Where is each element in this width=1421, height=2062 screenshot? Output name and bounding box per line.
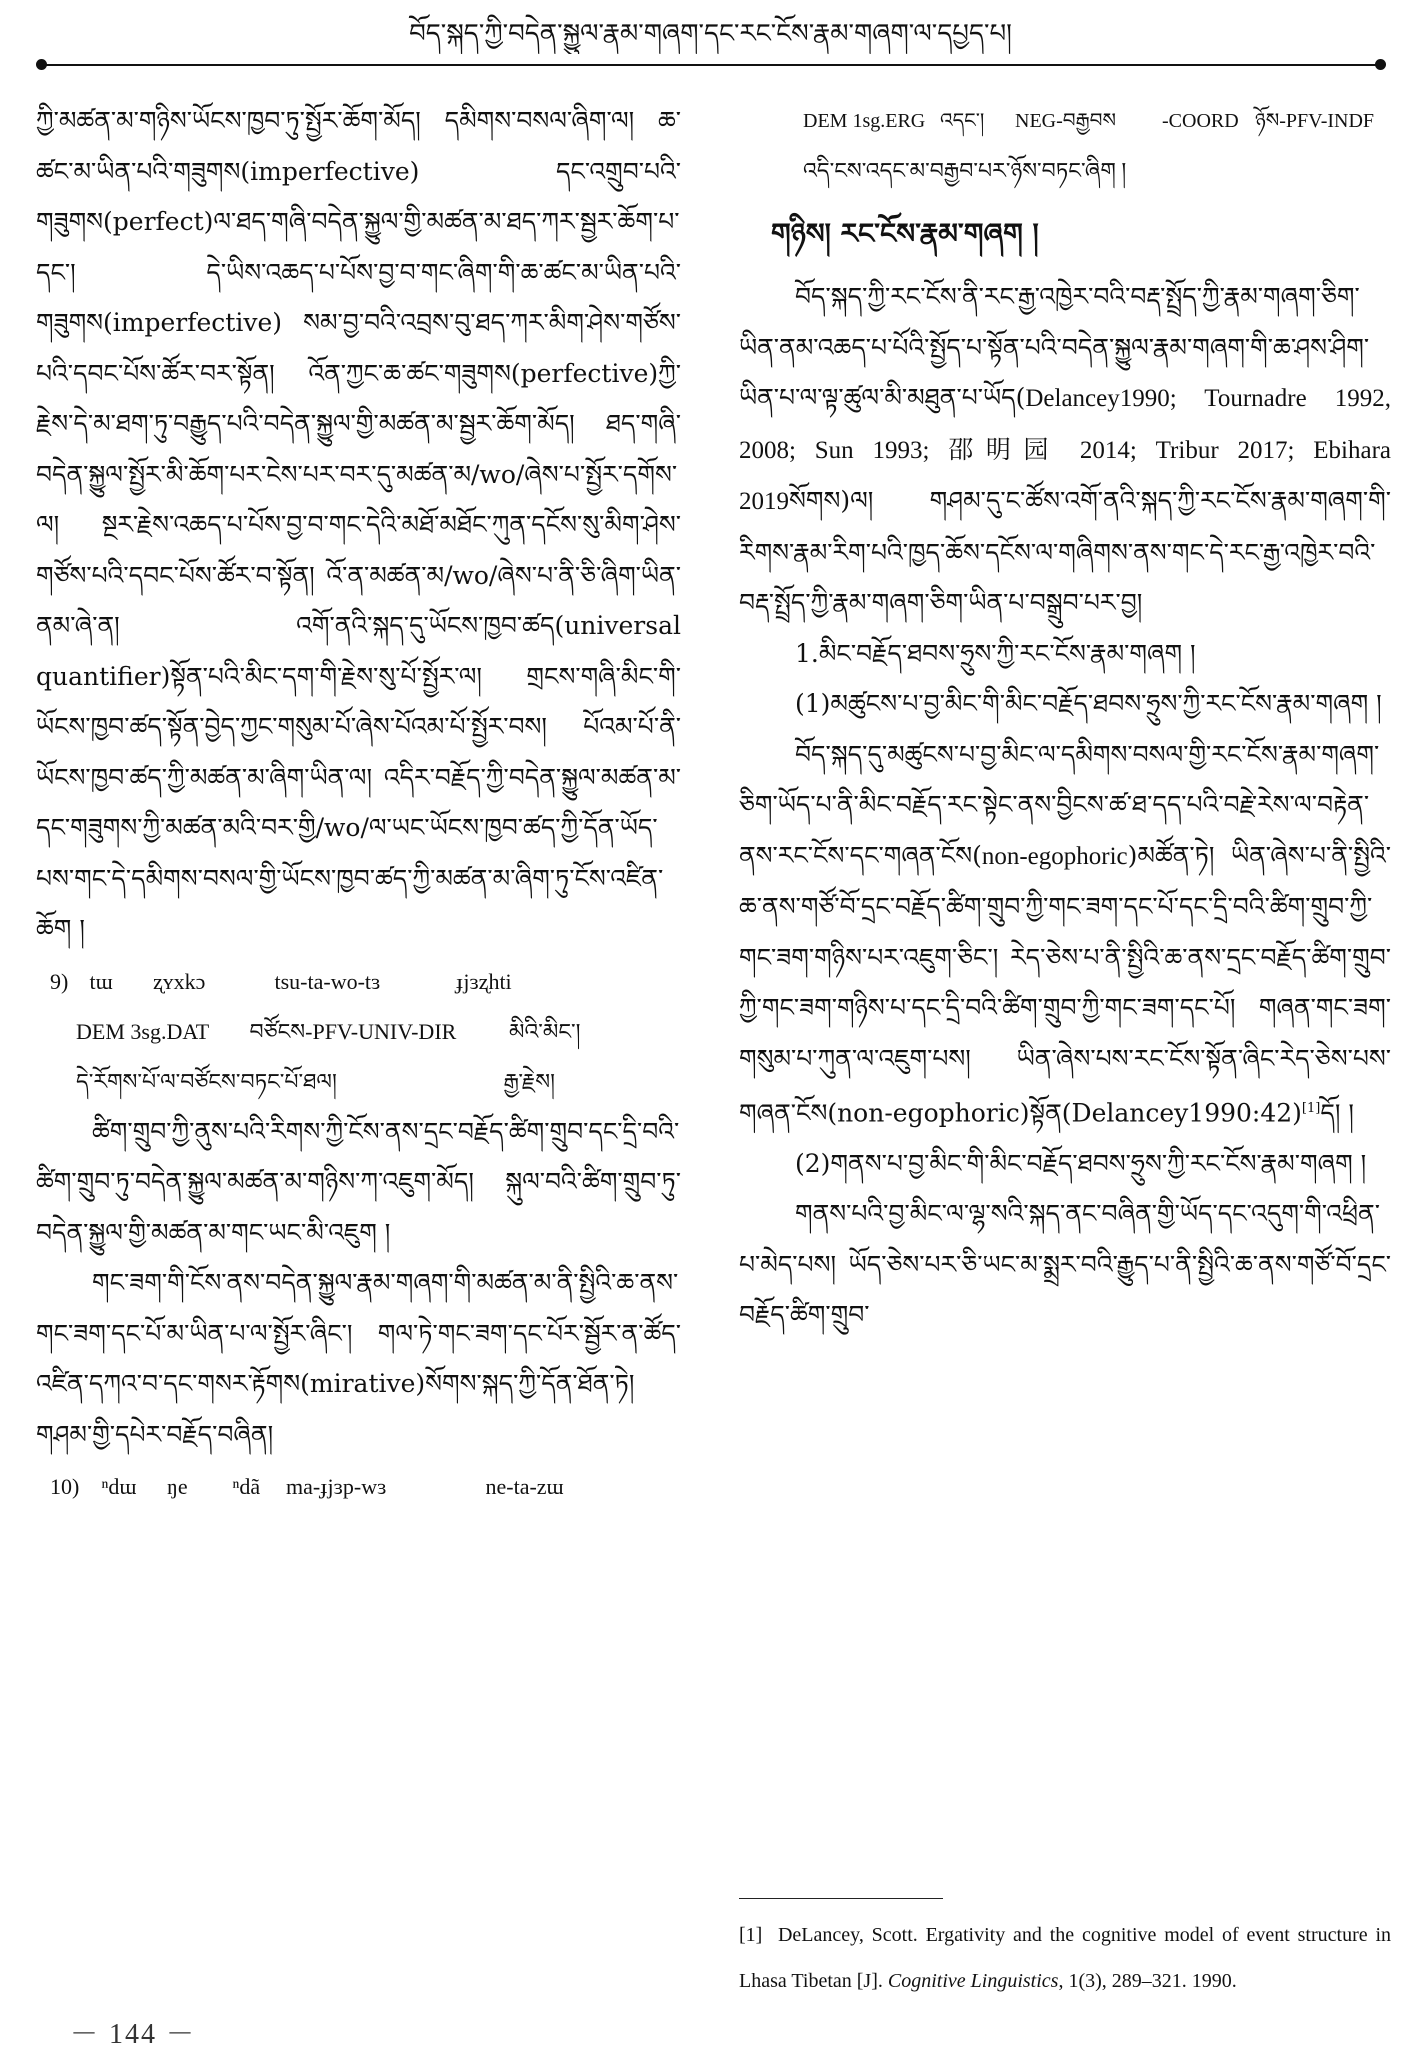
example-10-number: 10) (50, 1474, 80, 1499)
example-9-morphemes (36, 957, 681, 1007)
example-9-gloss-item: མིའི་མིང་། (509, 1018, 581, 1044)
example-10-translation-text: འདི་ངས་འདང་མ་བརྒྱབ་པར་ཉོས་བཏང་ཞིག ། (803, 158, 1127, 183)
example-9-word: tɯ (89, 968, 113, 994)
example-10-morphemes (36, 1462, 681, 1512)
right-column (739, 96, 1391, 1341)
footnote-text: DeLancey, Scott. Ergativity and the cognitive model of event structure in Lhasa Tibetan [J]. (739, 1924, 1391, 1992)
example-9-translation-source: རྒྱ་རྗེས། (503, 1068, 556, 1094)
example-9-word: ʐʏxkɔ (153, 968, 206, 994)
example-10-gloss-item: འདང་། (940, 110, 985, 132)
right-paragraph-1-citations: Delancey1990; Tournadre 1992, 2008; Sun 1993; (739, 385, 1391, 464)
right-paragraph-1-cjk-name: 邵明园 (948, 434, 1062, 464)
header-rule-left-dot (36, 59, 47, 70)
running-header: བོད་སྐད་ཀྱི་བདེན་སྐྱུལ་རྣམ་གཞག་དང་རང་ངོས་རྣམ་གཞག་ལ་དཔྱད་པ། (409, 19, 1012, 49)
example-10-gloss-item: ཉོས-PFV-INDF (1255, 110, 1375, 132)
example-9-number: 9) (50, 968, 69, 994)
header-rule-right-dot (1375, 59, 1386, 70)
example-10-word: ⁿdɯ (101, 1474, 137, 1499)
right-paragraph-3: གནས་པའི་བྱ་མིང་ལ་ལྷ་སའི་སྐད་ནང་བཞིན་གྱི་ཡོད་དང་འདུག་གི་འཕྲིན་པ་མེད་པས། ཡོད་ཅེས་པར་ཅི་ཡང་མ་སྨྲར་བའི་རྒྱུད་པ་ནི་སྤྱིའི་ཆ་ནས་གཙོ་བོ་དྲང་བརྗོད་ཚིག་གྲུབ་ (739, 1199, 1391, 1330)
left-column (36, 96, 681, 1512)
example-10-gloss-item: NEG-བརྒྱབས (1015, 110, 1116, 132)
example-10-word: ŋe (167, 1474, 188, 1499)
example-10-gloss-item: -COORD (1162, 110, 1239, 132)
left-paragraph-1: ཀྱི་མཚན་མ་གཉིས་ཡོངས་ཁྱབ་ཏུ་སྤྱོར་ཆོག་མོད། དམིགས་བསལ་ཞིག་ལ། ཆ་ཚང་མ་ཡིན་པའི་གཟུགས(imperfective) དང་འགྲུབ་པའི་གཟུགས(perfect)ལ་ཐད་གཞི་བདེན་སྐྱུལ་གྱི་མཚན་མ་ཐད་ཀར་སྦྱར་ཆོག་པ་དང་། དེ་ཡིས་འཆད་པ་པོས་བྱ་བ་གང་ཞིག་གི་ཆ་ཚང་མ་ཡིན་པའི་གཟུགས(imperfective) སམ་བྱ་བའི་འབྲས་བུ་ཐད་ཀར་མིག་ཤེས་གཙོས་པའི་དབང་པོས་ཚོར་བར་སྟོན། འོན་ཀྱང་ཆ་ཚང་གཟུགས(perfective)ཀྱི་རྗེས་དེ་མ་ཐག་ཏུ་བརྒྱུད་པའི་བདེན་སྐྱུལ་གྱི་མཚན་མ་སྦྱར་ཆོག་མོད། ཐད་གཞི་བདེན་སྐྱུལ་སྤྱོར་མི་ཆོག་པར་ངེས་པར་བར་དུ་མཚན་མ/wo/ཞེས་པ་སྤྱོར་དགོས་ལ། སྔར་རྗེས་འཆད་པ་པོས་བྱ་བ་གང་དེའི་མཐོ་མཐོང་ཀུན་དངོས་སུ་མིག་ཤེས་གཙོས་པའི་དབང་པོས་ཚོར་བ་སྟོན། འོ་ན་མཚན་མ/wo/ཞེས་པ་ནི་ཅི་ཞིག་ཡིན་ནམ་ཞེ་ན། འགོ་ནའི་སྐད་དུ་ཡོངས་ཁྱབ་ཚད(universal quantifier)སྟོན་པའི་མིང་དག་གི་རྗེས་སུ་པོ་སྤྱོར་ལ། གྲངས་གཞི་མིང་གི་ཡོངས་ཁྱབ་ཚད་སྟོན་བྱེད་ཀྱང་གསུམ་པོ་ཞེས་པོའམ་པོ་སྤྱོར་བས། པོའམ་པོ་ནི་ཡོངས་ཁྱབ་ཚད་ཀྱི་མཚན་མ་ཞིག་ཡིན་ལ། འདིར་བརྗོད་ཀྱི་བདེན་སྐྱུལ་མཚན་མ་དང་གཟུགས་ཀྱི་མཚན་མའི་བར་གྱི/wo/ལ་ཡང་ཡོངས་ཁྱབ་ཚད་ཀྱི་དོན་ཡོད་པས་གང་དེ་དམིགས་བསལ་གྱི་ཡོངས་ཁྱབ་ཚད་ཀྱི་མཚན་མ་ཞིག་ཏུ་ངོས་འཛིན་ཆོག ། (36, 106, 681, 943)
example-9-gloss-item: DEM 3sg.DAT (76, 1018, 210, 1044)
example-10-word: ne-ta-zɯ (485, 1474, 564, 1499)
example-9-word: ɟjɜʐhti (456, 968, 512, 994)
right-paragraph-2-text-c: དོ། ། (1320, 1098, 1354, 1128)
example-9-gloss-item: བཙོངས-PFV-UNIV-DIR (249, 1018, 457, 1044)
left-paragraph-2: ཚིག་གྲུབ་ཀྱི་ནུས་པའི་རིགས་ཀྱི་ངོས་ནས་དྲང་བརྗོད་ཚིག་གྲུབ་དང་དྲི་བའི་ཚིག་གྲུབ་ཏུ་བདེན་སྐྱུལ་མཚན་མ་གཉིས་ཀ་འཇུག་མོད། སྐུལ་བའི་ཚིག་གྲུབ་ཏུ་བདེན་སྐྱུལ་གྱི་མཚན་མ་གང་ཡང་མི་འཇུག ། (36, 1116, 681, 1247)
section-heading: གཉིས། རང་ངོས་རྣམ་གཞག ། (771, 217, 1039, 250)
right-paragraph-2-text-b: )མཚོན་ཏེ། ཡིན་ཞེས་པ་ནི་སྤྱིའི་ཆ་ནས་གཙོ་བོ་དྲང་བརྗོད་ཚིག་གྲུབ་ཀྱི་གང་ཟག་དང་པོ་དང་དྲི་བའི་ཚིག་གྲུབ་ཀྱི་གང་ཟག་གཉིས་པར་འཇུག་ཅིང་། རེད་ཅེས་པ་ནི་སྤྱིའི་ཆ་ནས་དྲང་བརྗོད་ཚིག་གྲུབ་ཀྱི་གང་ཟག་གཉིས་པ་དང་དྲི་བའི་ཚིག་གྲུབ་ཀྱི་གང་ཟག་དང་པོ། གཞན་གང་ཟག་གསུམ་པ་ཀུན་ལ་འཇུག་པས། ཡིན་ཞེས་པས་རང་ངོས་སྟོན་ཞིང་རེད་ཅེས་པས་གཞན་ངོས(non-egophoric)སྟོན(Delancey1990:42) (739, 840, 1391, 1128)
right-paragraph-2-text-a: བོད་སྐད་དུ་མཚུངས་པ་བྱ་མིང་ལ་དམིགས་བསལ་གྱི་རང་ངོས་རྣམ་གཞག་ཅིག་ཡོད་པ་ནི་མིང་བརྗོད་རང་སྟེང་ནས་བྱིངས་ཚ་ཐ་དད་པའི་བརྗེ་རེས་ལ་བརྟེན་ནས་རང་ངོས་དང་གཞན་ངོས( (739, 739, 1380, 870)
example-9-translation (36, 1057, 681, 1107)
footnote-reference[interactable]: [1] (1301, 1101, 1321, 1116)
footnote-journal: Cognitive Linguistics (887, 1970, 1059, 1992)
subsection-1-heading: 1.མིང་བརྗོད་ཐབས་ཧྲུས་ཀྱི་རང་ངོས་རྣམ་གཞག ། (795, 638, 1196, 668)
left-paragraph-3: གང་ཟག་གི་ངོས་ནས་བདེན་སྐྱུལ་རྣམ་གཞག་གི་མཚན་མ་ནི་སྤྱིའི་ཆ་ནས་གང་ཟག་དང་པོ་མ་ཡིན་པ་ལ་སྤྱོར་ཞིང་། གལ་ཏེ་གང་ཟག་དང་པོར་སྦྱོར་ན་ཚོད་འཛིན་དཀའ་བ་དང་གསར་རྟོགས(mirative)སོགས་སྐད་ཀྱི་དོན་ཐོན་ཏེ། གཤམ་གྱི་དཔེར་བརྗོད་བཞིན། (36, 1268, 681, 1449)
right-paragraph-2 (739, 730, 1391, 1139)
footnote-text-end: , 1(3), 289–321. 1990. (1058, 1970, 1237, 1992)
right-paragraph-2-term: non-egophoric (981, 842, 1128, 870)
example-9-gloss (36, 1007, 681, 1057)
example-9 (36, 957, 681, 1107)
footnote (739, 1912, 1391, 2004)
right-paragraph-1-text-b: སོགས)ལ། གཤམ་དུ་ང་ཚོས་འགོ་ནའི་སྐད་ཀྱི་རང་ངོས་རྣམ་གཞག་གི་རིགས་རྣམ་རིག་པའི་ཁྱད་ཆོས་དངོས་ལ་གཞིགས་ནས་གང་དེ་རང་རྒྱ་འཁྱེར་བའི་བརྡ་སྤྲོད་ཀྱི་རྣམ་གཞག་ཅིག་ཡིན་པ་བསྒྲུབ་པར་བྱ། (739, 486, 1391, 617)
example-10-gloss-item: DEM 1sg.ERG (803, 110, 926, 132)
example-9-translation-text: དེ་རོགས་པོ་ལ་བཙོངས་བཏང་པོ་ཐལ། (76, 1068, 337, 1094)
right-paragraph-1 (739, 272, 1391, 629)
subsection-1-1-heading: (1)མཚུངས་པ་བྱ་མིང་གི་མིང་བརྗོད་ཐབས་ཧྲུས་ཀྱི་རང་ངོས་རྣམ་གཞག ། (795, 689, 1382, 718)
footnote-mark: [1] (739, 1924, 763, 1946)
example-10-gloss (739, 96, 1391, 146)
header-rule (44, 64, 1377, 66)
example-10-translation (739, 146, 1391, 196)
subsection-1-2-heading: (2)གནས་པ་བྱ་མིང་གི་མིང་བརྗོད་ཐབས་ཧྲུས་ཀྱི་རང་ངོས་རྣམ་གཞག ། (795, 1148, 1367, 1178)
example-10-word: ⁿdã (232, 1474, 261, 1499)
right-paragraph-1-text-a: བོད་སྐད་ཀྱི་རང་ངོས་ནི་རང་རྒྱ་འཁྱེར་བའི་བརྡ་སྤྲོད་ཀྱི་རྣམ་གཞག་ཅིག་ཡིན་ནམ་འཆད་པ་པོའི་སྤྱོད་པ་སྟོན་པའི་བདེན་སྐྱུལ་རྣམ་གཞག་གི་ཆ་ཤས་ཤིག་ཡིན་པ་ལ་ལྟ་ཚུལ་མི་མཐུན་པ་ཡོད( (739, 282, 1370, 412)
footnote-rule (739, 1898, 943, 1899)
page-number: － 144 － (70, 2019, 197, 2050)
example-9-word: tsu-ta-wo-tɜ (274, 968, 381, 994)
right-paragraph-1-citations-2: 2014; Tribur 2017; Ebihara 2019 (739, 436, 1391, 515)
example-10-word: ma-ɟjɜp-wɜ (286, 1474, 387, 1499)
